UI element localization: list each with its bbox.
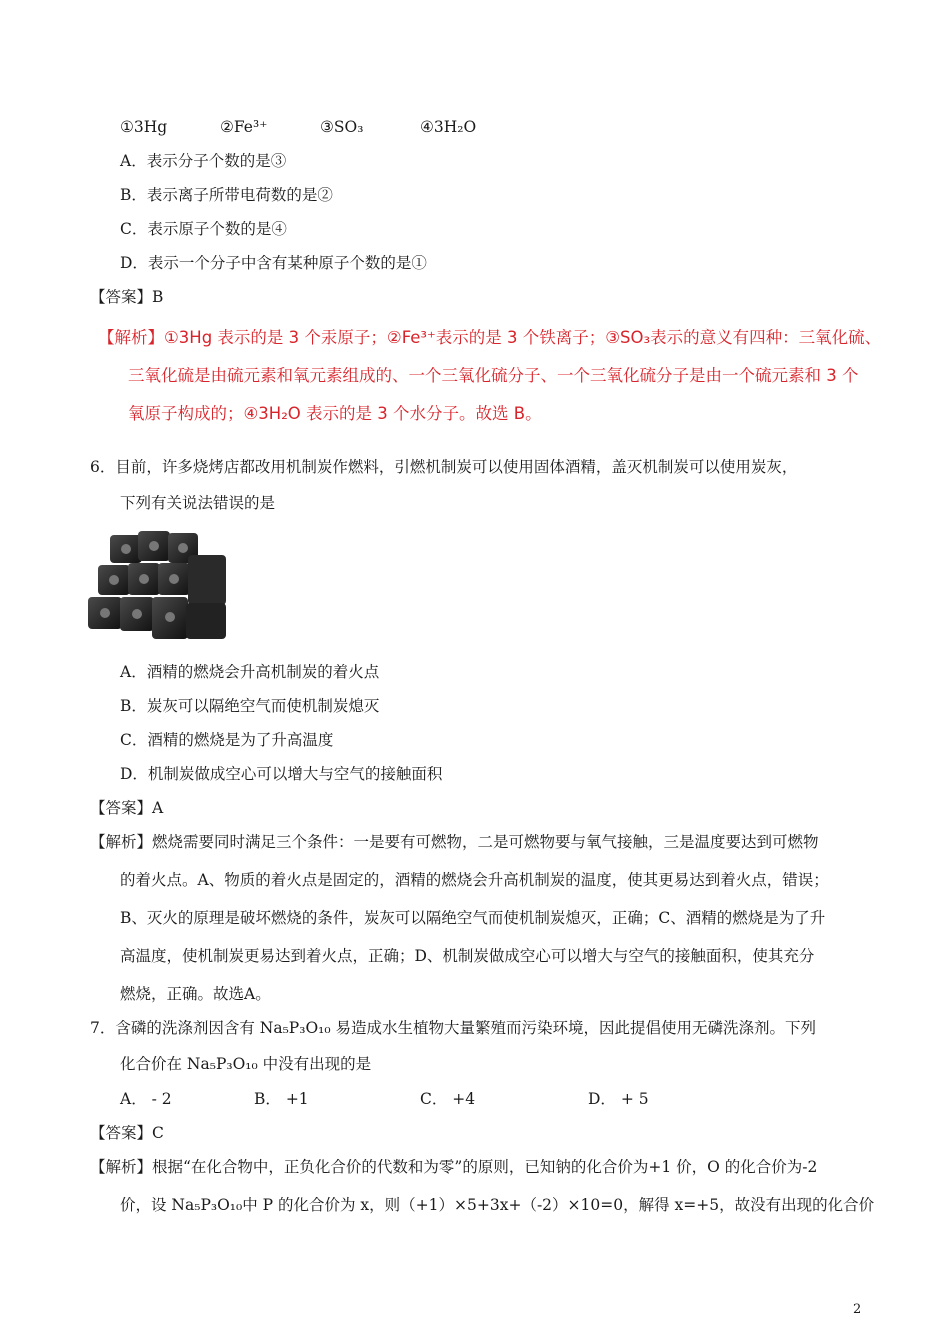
q7-option-c: C． +4: [420, 1090, 476, 1108]
q6-analysis-line-1: 【解析】燃烧需要同时满足三个条件：一是要有可燃物，二是可燃物要与氧气接触，三是温度要达到可燃物: [90, 833, 819, 851]
q6-analysis-line-5: 燃烧，正确。故选A。: [120, 985, 271, 1003]
q5-formulas: [120, 116, 476, 138]
q7-option-a: A． - 2: [120, 1090, 172, 1108]
q7-analysis-line-1: 【解析】根据“在化合物中，正负化合价的代数和为零”的原则，已知钠的化合价为+1 价，O 的化合价为-2: [90, 1158, 818, 1176]
q5-answer: 【答案】B: [90, 288, 164, 306]
q6-option-a: A．酒精的燃烧会升高机制炭的着火点: [120, 663, 380, 681]
charcoal-briquettes-image: [88, 525, 230, 643]
q7-stem-line-1: 7．含磷的洗涤剂因含有 Na₅P₃O₁₀ 易造成水生植物大量繁殖而污染环境，因此提倡使用无磷洗涤剂。下列: [90, 1019, 817, 1037]
formula-3: ③SO₃: [320, 118, 364, 136]
q5-option-c: C．表示原子个数的是④: [120, 220, 287, 238]
q5-option-a: A．表示分子个数的是③: [120, 152, 287, 170]
formula-2: ②Fe³⁺: [220, 118, 268, 136]
q7-stem-line-2: 化合价在 Na₅P₃O₁₀ 中没有出现的是: [120, 1055, 372, 1073]
q5-analysis-line-2: 三氧化硫是由硫元素和氧元素组成的、一个三氧化硫分子、一个三氧化硫分子是由一个硫元素和 3 个: [128, 366, 859, 385]
q5-option-b: B．表示离子所带电荷数的是②: [120, 186, 333, 204]
q5-option-d: D．表示一个分子中含有某种原子个数的是①: [120, 254, 427, 272]
q7-option-b: B． +1: [254, 1090, 309, 1108]
q5-analysis-line-1: 【解析】①3Hg 表示的是 3 个汞原子；②Fe³⁺表示的是 3 个铁离子；③SO₃表示的意义有四种：三氧化硫、: [98, 328, 882, 347]
q7-options: [120, 1088, 680, 1110]
q6-analysis-line-2: 的着火点。A、物质的着火点是固定的，酒精的燃烧会升高机制炭的温度，使其更易达到着火点，错误；: [120, 871, 829, 889]
q6-stem-line-1: 6．目前，许多烧烤店都改用机制炭作燃料，引燃机制炭可以使用固体酒精，盖灭机制炭可以使用炭灰，: [90, 458, 798, 476]
q7-analysis-line-2: 价，设 Na₅P₃O₁₀中 P 的化合价为 x，则（+1）×5+3x+（-2）×10=0，解得 x=+5，故没有出现的化合价: [120, 1196, 875, 1214]
q6-option-c: C．酒精的燃烧是为了升高温度: [120, 731, 334, 749]
q6-option-b: B．炭灰可以隔绝空气而使机制炭熄灭: [120, 697, 380, 715]
q6-stem-line-2: 下列有关说法错误的是: [120, 494, 276, 512]
q7-option-d: D． + 5: [588, 1090, 649, 1108]
q6-analysis-line-3: B、灭火的原理是破坏燃烧的条件，炭灰可以隔绝空气而使机制炭熄灭，正确；C、酒精的燃烧是为了升: [120, 909, 826, 927]
formula-4: ④3H₂O: [420, 118, 477, 136]
q6-option-d: D．机制炭做成空心可以增大与空气的接触面积: [120, 765, 443, 783]
formula-1: ①3Hg: [120, 118, 168, 136]
q6-analysis-line-4: 高温度，使机制炭更易达到着火点，正确；D、机制炭做成空心可以增大与空气的接触面积，使其充分: [120, 947, 815, 965]
page-number: 2: [853, 1302, 862, 1317]
q6-answer: 【答案】A: [90, 799, 164, 817]
q5-analysis-line-3: 氧原子构成的；④3H₂O 表示的是 3 个水分子。故选 B。: [128, 404, 542, 423]
q7-answer: 【答案】C: [90, 1124, 164, 1142]
